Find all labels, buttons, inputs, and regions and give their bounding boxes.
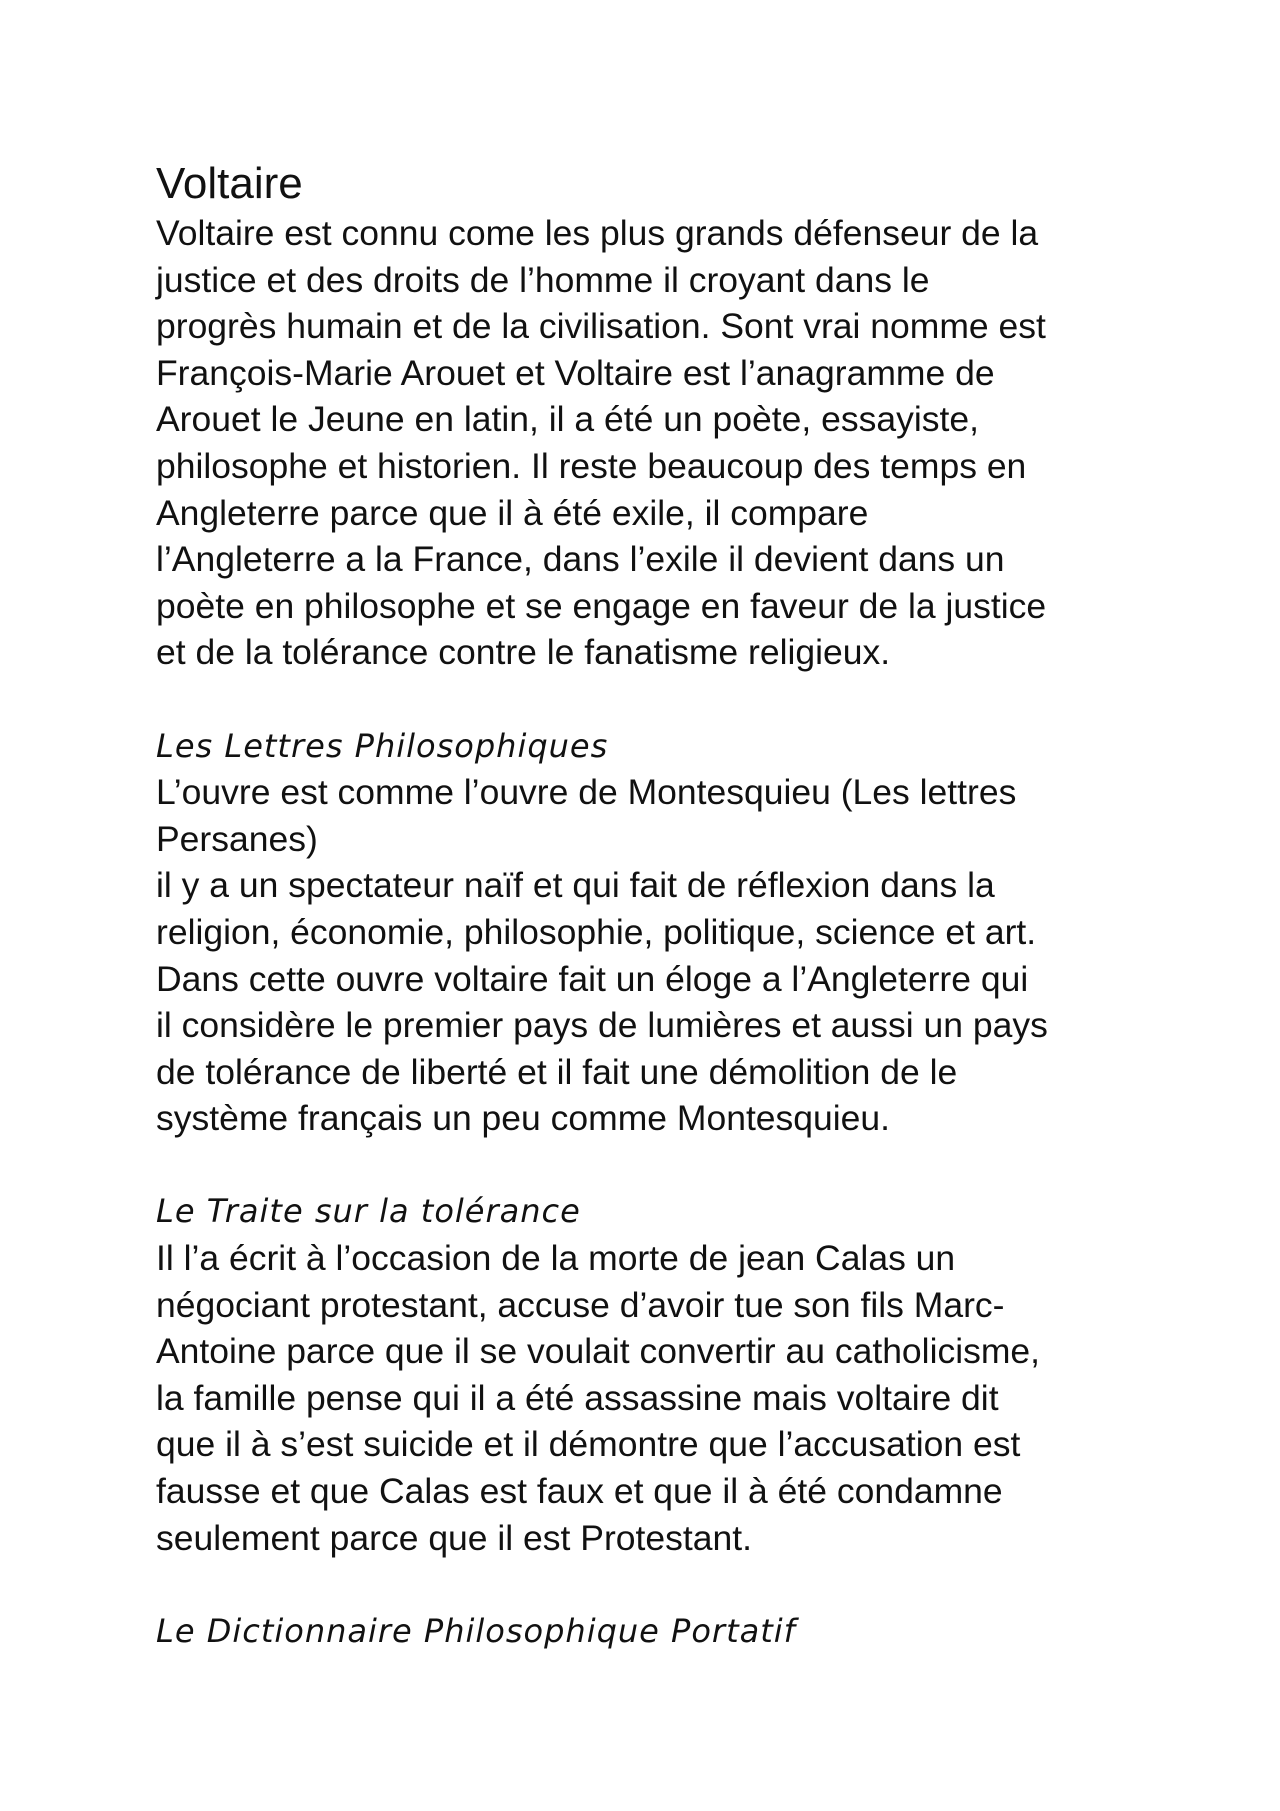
- spacer: [156, 1142, 1156, 1189]
- body-line: de tolérance de liberté et il fait une démolition de le: [156, 1051, 958, 1092]
- body-line: seulement parce que il est Protestant.: [156, 1517, 752, 1558]
- body-line: il y a un spectateur naïf et qui fait de réflexion dans la: [156, 865, 995, 906]
- body-line: Il l’a écrit à l’occasion de la morte de jean Calas un: [156, 1238, 956, 1279]
- section-paragraph-lettres: [156, 769, 1156, 1142]
- document-page: [156, 158, 1156, 1654]
- intro-line: Arouet le Jeune en latin, il a été un poète, essayiste,: [156, 399, 979, 440]
- section-paragraph-traite: [156, 1235, 1156, 1561]
- spacer: [156, 676, 1156, 723]
- body-line: système français un peu comme Montesquieu.: [156, 1098, 891, 1139]
- intro-line: l’Angleterre a la France, dans l’exile il devient dans un: [156, 539, 1005, 580]
- body-line: Persanes): [156, 818, 318, 859]
- body-line: fausse et que Calas est faux et que il à été condamne: [156, 1471, 1003, 1512]
- intro-line: Voltaire est connu come les plus grands défenseur de la: [156, 213, 1039, 253]
- intro-paragraph: [156, 210, 1156, 676]
- body-line: L’ouvre est comme l’ouvre de Montesquieu (Les lettres: [156, 772, 1017, 813]
- body-line: il considère le premier pays de lumières et aussi un pays: [156, 1005, 1048, 1046]
- body-line: la famille pense qui il a été assassine mais voltaire dit: [156, 1377, 999, 1418]
- section-heading-dictionnaire: Le Dictionnaire Philosophique Portatif: [156, 1611, 796, 1650]
- section-heading-traite: Le Traite sur la tolérance: [156, 1192, 581, 1231]
- body-line: que il à s’est suicide et il démontre que l’accusation est: [156, 1424, 1021, 1465]
- section-heading-lettres: Les Lettres Philosophiques: [156, 726, 609, 765]
- spacer: [156, 1561, 1156, 1608]
- body-line: religion, économie, philosophie, politique, science et art.: [156, 911, 1037, 952]
- intro-line: justice et des droits de l’homme il croyant dans le: [156, 259, 930, 300]
- intro-line: et de la tolérance contre le fanatisme religieux.: [156, 632, 891, 673]
- intro-line: philosophe et historien. Il reste beaucoup des temps en: [156, 445, 1027, 486]
- intro-line: François-Marie Arouet et Voltaire est l’anagramme de: [156, 352, 995, 393]
- intro-line: progrès humain et de la civilisation. Sont vrai nomme est: [156, 306, 1046, 347]
- body-line: Antoine parce que il se voulait convertir au catholicisme,: [156, 1331, 1041, 1372]
- intro-line: Angleterre parce que il à été exile, il compare: [156, 492, 869, 533]
- page-title: Voltaire: [156, 159, 303, 208]
- intro-line: poète en philosophe et se engage en faveur de la justice: [156, 585, 1047, 626]
- body-line: négociant protestant, accuse d’avoir tue son fils Marc-: [156, 1284, 1005, 1325]
- body-line: Dans cette ouvre voltaire fait un éloge a l’Angleterre qui: [156, 958, 1029, 999]
